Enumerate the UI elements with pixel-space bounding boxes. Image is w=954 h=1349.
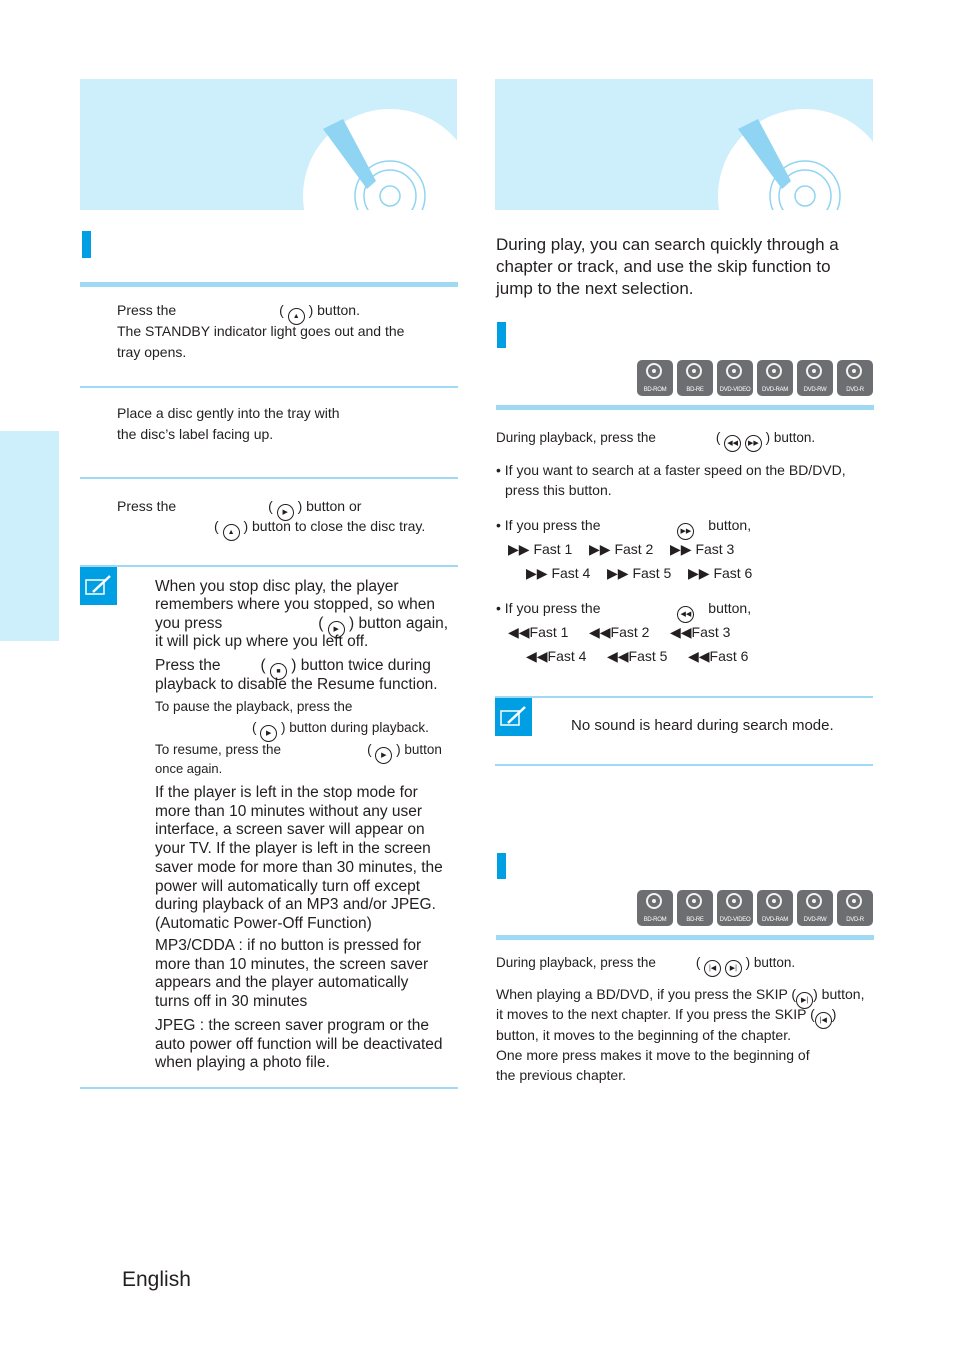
note5-line: more than 10 minutes without any user <box>155 802 423 820</box>
ff-speed-6: ▶▶ Fast 6 <box>688 565 753 581</box>
fast-forward-icon: ▶▶ <box>745 435 762 452</box>
bullet2: • If you press the ▶▶ button, <box>496 515 751 540</box>
note-end-rule <box>495 764 873 766</box>
skip-forward-icon: ▶| <box>796 992 813 1009</box>
skip-forward-icon: ▶| <box>725 960 742 977</box>
disc-icons-skip <box>637 890 873 926</box>
skip-p-l1: When playing a BD/DVD, if you press the SKIP ( ▶| ) button, <box>496 984 864 1009</box>
note5-line: your TV. If the player is left in the screen <box>155 840 431 858</box>
ff-speed-5: ▶▶ Fast 5 <box>607 565 672 581</box>
dvd-rw-icon: DVD-RW <box>797 360 833 396</box>
section-rule <box>496 405 874 410</box>
play-pause-icon: ▶ <box>328 621 345 638</box>
section-marker <box>497 322 506 348</box>
ff-speed-3: ▶▶ Fast 3 <box>670 541 735 557</box>
note6-line: appears and the player automatically <box>155 974 409 992</box>
play-pause-icon: ▶ <box>375 747 392 764</box>
left-banner <box>80 79 457 210</box>
play-pause-icon: ▶ <box>277 504 294 521</box>
note5-line: interface, a screen saver will appear on <box>155 821 425 839</box>
ff-speed-2: ▶▶ Fast 2 <box>589 541 654 557</box>
note5-line: power will automatically turn off except <box>155 877 421 895</box>
rew-speed-5: ◀◀Fast 5 <box>607 648 668 664</box>
step3-line2: ( ▲ ) button to close the disc tray. <box>214 516 425 541</box>
bullet3: • If you press the ◀◀ button, <box>496 598 751 623</box>
note5-line: during playback of an MP3 and/or JPEG. <box>155 896 436 914</box>
side-tab <box>0 431 59 641</box>
dvd-r-icon: DVD-R <box>837 360 873 396</box>
note1-l2: remembers where you stopped, so when <box>155 596 436 613</box>
dvd-ram-icon: DVD-RAM <box>757 360 793 396</box>
page-footer-language: English <box>122 1268 191 1291</box>
skip-line: During playback, press the ( |◀ ▶| ) button. <box>496 953 795 977</box>
rewind-icon: ◀◀ <box>677 606 694 623</box>
intro <box>496 234 839 300</box>
bd-rom-icon: BD-ROM <box>637 360 673 396</box>
note2-l2: playback to disable the Resume function. <box>155 676 438 693</box>
bd-re-icon: BD-RE <box>677 890 713 926</box>
search-note: No sound is heard during search mode. <box>571 717 834 734</box>
rew-speed-2: ◀◀Fast 2 <box>589 624 650 640</box>
bullet1-l2: press this button. <box>505 482 612 498</box>
skip-p-l4: One more press makes it move to the beginning of <box>496 1047 810 1063</box>
play-pause-icon: ▶ <box>260 725 277 742</box>
note6-line: more than 10 minutes, the screen saver <box>155 955 429 973</box>
section-marker <box>497 853 506 879</box>
disc-graphic <box>80 79 457 210</box>
note6-line: turns off in 30 minutes <box>155 993 308 1011</box>
note1-l1: When you stop disc play, the player <box>155 578 399 595</box>
search-line: During playback, press the ( ◀◀ ▶▶ ) button. <box>496 428 815 452</box>
step3-line1: Press the ( ▶ ) button or <box>117 496 361 521</box>
note3-l1: To pause the playback, press the <box>155 699 353 714</box>
intro-line: chapter or track, and use the skip function to <box>496 257 831 276</box>
note7-line: when playing a photo file. <box>155 1054 330 1072</box>
note1-l4: it will pick up where you left off. <box>155 633 369 650</box>
note-end-rule <box>80 1087 458 1089</box>
skip-p-l2: it moves to the next chapter. If you press the SKIP ( |◀ ) <box>496 1004 836 1029</box>
section-rule <box>80 282 458 287</box>
right-banner <box>495 79 873 210</box>
step1-line1: Press the ( ▲ ) button. <box>117 300 360 325</box>
note-rule <box>80 565 458 567</box>
step2-line1: Place a disc gently into the tray with <box>117 405 340 421</box>
section-marker <box>82 231 91 258</box>
note7-line: auto power off function will be deactivated <box>155 1035 443 1053</box>
note-icon <box>80 567 117 605</box>
note5 <box>155 784 443 934</box>
section-rule <box>496 935 874 940</box>
dvd-rw-icon: DVD-RW <box>797 890 833 926</box>
dvd-ram-icon: DVD-RAM <box>757 890 793 926</box>
bd-re-icon: BD-RE <box>677 360 713 396</box>
rew-speed-6: ◀◀Fast 6 <box>688 648 749 664</box>
rewind-icon: ◀◀ <box>724 435 741 452</box>
skip-p-l5: the previous chapter. <box>496 1067 626 1083</box>
note6-line: MP3/CDDA : if no button is pressed for <box>155 937 422 954</box>
note5-line: (Automatic Power-Off Function) <box>155 914 372 932</box>
step-divider <box>80 386 458 388</box>
bd-rom-icon: BD-ROM <box>637 890 673 926</box>
rew-speed-3: ◀◀Fast 3 <box>670 624 731 640</box>
ff-speed-4: ▶▶ Fast 4 <box>526 565 591 581</box>
eject-icon: ▲ <box>288 308 305 325</box>
eject-icon: ▲ <box>223 524 240 541</box>
note1-l3: you press ( ▶ ) button again, <box>155 615 448 638</box>
note5-line: If the player is left in the stop mode for <box>155 784 418 801</box>
note5-line: saver mode for more than 30 minutes, the <box>155 858 443 876</box>
bullet1-l1: • If you want to search at a faster speed on the BD/DVD, <box>496 462 846 478</box>
intro-line: jump to the next selection. <box>496 279 694 298</box>
disc-graphic <box>495 79 873 210</box>
skip-p-l3: button, it moves to the beginning of the chapter. <box>496 1027 791 1043</box>
fast-forward-icon: ▶▶ <box>677 523 694 540</box>
dvd-video-icon: DVD-VIDEO <box>717 890 753 926</box>
note3-l2: ( ▶ ) button during playback. <box>252 718 429 742</box>
step1-line3: tray opens. <box>117 344 187 360</box>
note6 <box>155 937 428 1012</box>
note7-line: JPEG : the screen saver program or the <box>155 1017 429 1034</box>
ff-speed-1: ▶▶ Fast 1 <box>508 541 573 557</box>
step-divider <box>80 477 458 479</box>
note-rule <box>495 696 873 698</box>
dvd-r-icon: DVD-R <box>837 890 873 926</box>
stop-icon: ■ <box>270 663 287 680</box>
dvd-video-icon: DVD-VIDEO <box>717 360 753 396</box>
rew-speed-4: ◀◀Fast 4 <box>526 648 587 664</box>
step2-line2: the disc’s label facing up. <box>117 426 274 442</box>
note-icon <box>495 698 532 736</box>
disc-icons-search <box>637 360 873 396</box>
note4-l1: To resume, press the ( ▶ ) button <box>155 740 442 764</box>
note2-l1: Press the ( ■ ) button twice during <box>155 657 431 680</box>
skip-back-icon: |◀ <box>815 1012 832 1029</box>
skip-back-icon: |◀ <box>704 960 721 977</box>
note7 <box>155 1017 443 1073</box>
intro-line: During play, you can search quickly through a <box>496 235 839 254</box>
note4-l2: once again. <box>155 761 223 776</box>
rew-speed-1: ◀◀Fast 1 <box>508 624 569 640</box>
step1-line2: The STANDBY indicator light goes out and the <box>117 323 405 339</box>
